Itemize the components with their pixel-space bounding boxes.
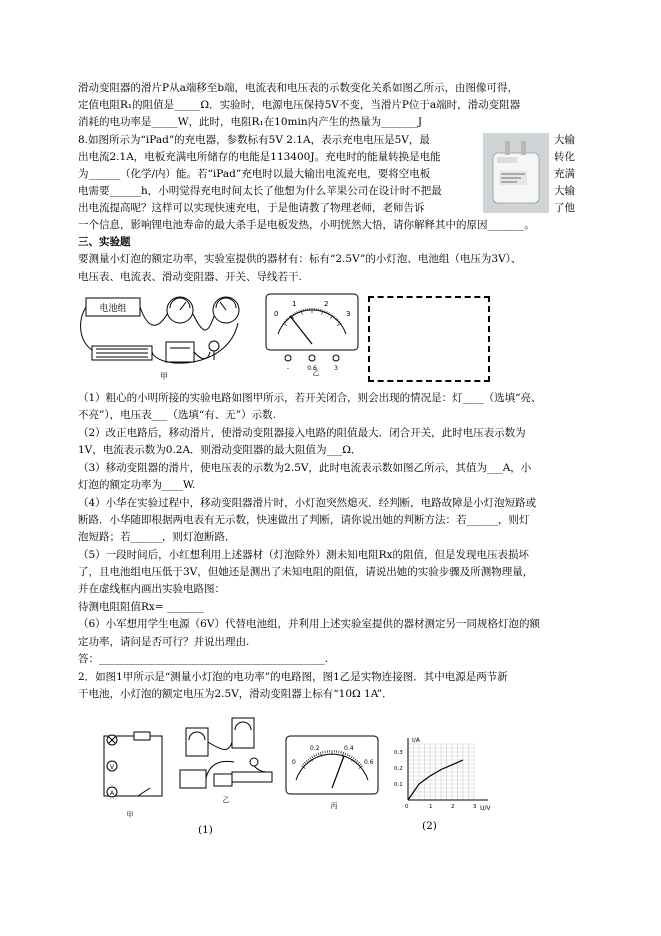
svg-text:A: A bbox=[109, 790, 115, 797]
text-line: 电压表、电流表、滑动变阻器、开关、导线若干. bbox=[78, 271, 302, 283]
x-tick-label: 1 bbox=[429, 804, 433, 810]
question-line: 了，且电池组电压低于3V，但她还是测出了未知电阻的阻值，请说出她的实验步骤及所测物理量， bbox=[78, 566, 534, 578]
question-line: （2）改正电路后，移动滑片，使滑动变阻器接入电路的阻值最大．闭合开关，此时电压表示数为 bbox=[78, 427, 526, 439]
text-line: 一个信息，影响锂电池寿命的最大杀手是电板发热，小明恍然大悟，请你解释其中的原因_______。 bbox=[78, 219, 535, 231]
x-axis-label: U/V bbox=[480, 805, 491, 812]
battery-label: 电池组 bbox=[99, 304, 127, 314]
meter-tick-label: 0.6 bbox=[364, 759, 374, 766]
meter-tick-label: 3 bbox=[346, 310, 351, 318]
question-line: （6）小军想用学生电源（6V）代替电池组，并利用上述实验室提供的器材测定另一同规格灯泡的额 bbox=[78, 618, 540, 630]
text-line: 8.如图所示为“iPad”的充电器，参数标有5V 2.1A，表示充电电压是5V，最 bbox=[78, 134, 430, 146]
text-line: 滑动变阻器的滑片P从a端移至b端，电流表和电压表的示数变化关系如图乙所示，由图像可得， bbox=[78, 82, 519, 94]
ammeter-dial-bing bbox=[284, 734, 380, 812]
circuit-diagram-jia bbox=[78, 290, 258, 382]
question-line: 待测电阻阻值Rx= _______ bbox=[78, 601, 204, 613]
fig-label-yi: 乙 bbox=[312, 369, 320, 376]
iu-graph bbox=[392, 732, 496, 814]
svg-text:V: V bbox=[109, 764, 115, 771]
section-heading: 三、实验题 bbox=[78, 236, 131, 248]
meter-terminal-label: 3 bbox=[334, 365, 338, 372]
right-column-text: 大输 bbox=[554, 185, 575, 197]
meter-terminal-label: - bbox=[286, 365, 290, 372]
right-column-text: 转化 bbox=[554, 151, 575, 163]
question-line: （3）移动变阻器的滑片，使电压表的示数为2.5V，此时电流表示数如图乙所示，其值为___A，小 bbox=[78, 462, 532, 474]
text-line: 要测量小灯泡的额定功率，实验室提供的器材有：标有“2.5V”的小灯泡、电池组（电压为3V）、 bbox=[78, 253, 522, 265]
text-line: 出电流提高呢？这样可以实现快速充电，于是他请教了物理老师，老师告诉 bbox=[78, 202, 425, 214]
right-column-text: 充满 bbox=[554, 168, 575, 180]
drawing-dashed-box bbox=[368, 296, 490, 382]
x-tick-label: 2 bbox=[451, 804, 455, 810]
fig-label-bing: 丙 bbox=[330, 802, 338, 810]
ammeter-dial-yi bbox=[264, 292, 360, 376]
text-line: 为______（化学/内）能。若“iPad”充电时以最大输出电流充电，要将空电板 bbox=[78, 168, 431, 180]
fig-label-yi: 乙 bbox=[222, 796, 230, 804]
figure-1-label: (1) bbox=[198, 824, 213, 836]
figure-2-label: (2) bbox=[422, 820, 437, 832]
right-column-text: 了他 bbox=[554, 202, 575, 214]
y-tick-label: 0.3 bbox=[394, 750, 403, 756]
y-axis-label: I/A bbox=[412, 737, 420, 744]
question-line: （1）粗心的小明所接的实验电路如图甲所示，若开关闭合，则会出现的情况是：灯____（选填“亮、 bbox=[78, 392, 542, 404]
x-tick-label: 0 bbox=[405, 804, 409, 810]
question-line: 1V，电流表示数为0.2A．则滑动变阻器的最大阻值为___Ω． bbox=[78, 444, 362, 456]
meter-tick-label: 2 bbox=[324, 300, 329, 308]
text-line: 出电流2.1A，电板充满电所储存的电能是113400J。充电时的能量转换是电能 bbox=[78, 151, 441, 163]
question-line: 定功率，请问是否可行？并说出理由. bbox=[78, 636, 250, 648]
y-tick-label: 0.2 bbox=[394, 766, 403, 772]
fig-label-jia: 甲 bbox=[126, 811, 134, 819]
circuit-schematic-jia bbox=[98, 728, 172, 820]
text-line: 2．如图1甲所示是“测量小灯泡的电功率”的电路图，图1乙是实物连接图．其中电源是两节新 bbox=[78, 671, 508, 683]
question-line: 泡短路；若______，则灯泡断路． bbox=[78, 531, 236, 543]
question-line: 灯泡的额定功率为____W. bbox=[78, 479, 196, 491]
meter-tick-label: 0.4 bbox=[344, 745, 354, 752]
y-tick-label: 0.1 bbox=[394, 782, 403, 788]
fig-label-jia: 甲 bbox=[160, 372, 168, 381]
question-line: （5）一段时间后，小红想利用上述器材（灯泡除外）测未知电阻Rx的阻值，但是发现电压表损坏 bbox=[78, 549, 530, 561]
question-line: （4）小华在实验过程中，移动变阻器滑片时，小灯泡突然熄灭．经判断，电路故障是小灯泡短路或 bbox=[78, 497, 537, 509]
meter-tick-label: 1 bbox=[292, 300, 297, 308]
text-line: 电需要______h，小明觉得充电时间太长了他想为什么苹果公司在设计时不把最 bbox=[78, 185, 442, 197]
question-line: 不亮”），电压表___（选填“有、无”）示数. bbox=[78, 409, 276, 421]
right-column-text: 大输 bbox=[554, 134, 575, 146]
question-line: 并在虚线框内画出实验电路图： bbox=[78, 583, 225, 595]
answer-line: 答：___________________________________________. bbox=[78, 653, 329, 665]
text-line: 定值电阻R₁的阻值是_____Ω．实验时，电源电压保持5V不变，当滑片P位于a端时，滑动变阻器 bbox=[78, 99, 521, 111]
text-line: 消耗的电功率是_____W，此时，电阻R₁在10min内产生的热量为_______J bbox=[78, 116, 423, 128]
meter-tick-label: 0.2 bbox=[310, 745, 320, 752]
circuit-setup-yi bbox=[174, 712, 278, 816]
meter-terminal-label: 0.6 bbox=[307, 365, 317, 372]
meter-tick-label: 0 bbox=[292, 759, 296, 766]
meter-tick-label: 0 bbox=[274, 310, 279, 318]
ipad-charger-photo bbox=[483, 133, 549, 213]
question-line: 断路．小华随即根据两电表有无示数，快速做出了判断，请你说出她的判断方法：若______，则灯 bbox=[78, 514, 530, 526]
text-line: 干电池，小灯泡的额定电压为2.5V，滑动变阻器上标有“10Ω 1A”． bbox=[78, 688, 393, 700]
x-tick-label: 3 bbox=[473, 804, 477, 810]
